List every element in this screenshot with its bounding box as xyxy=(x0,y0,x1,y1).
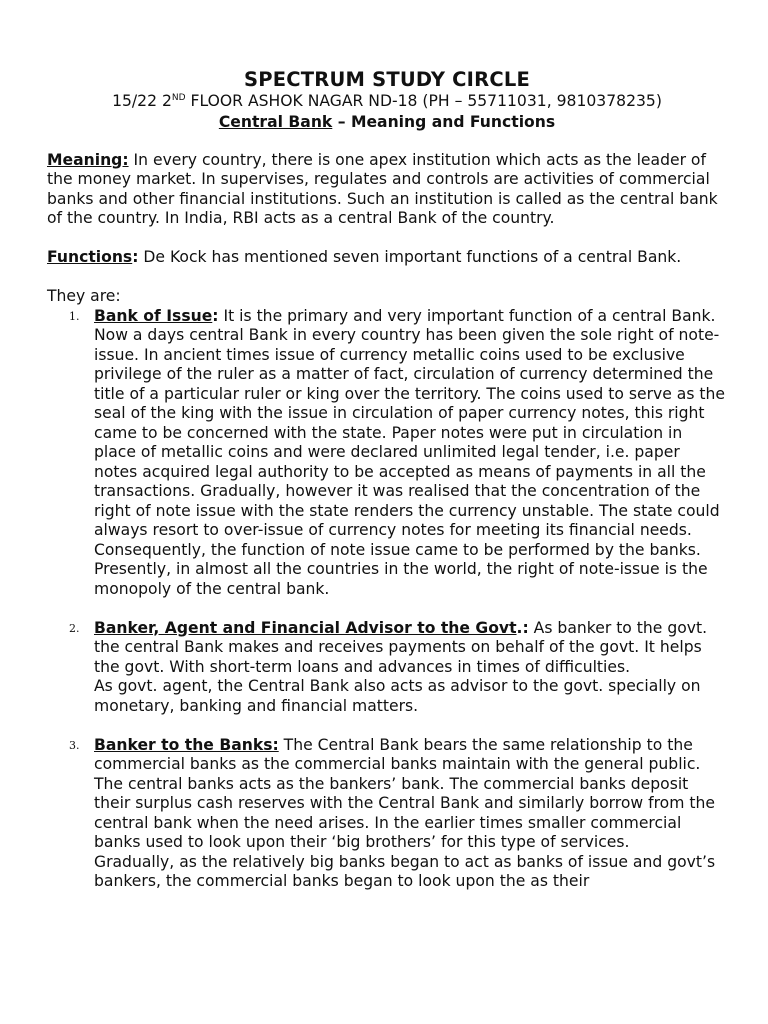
they-are-line: They are: xyxy=(47,287,121,305)
meaning-text: In every country, there is one apex institution which acts as the leader of the money market. In supervises, regulates and controls are activities of commercial banks and other financial institutions. Such an institution is called as the central bank of the country. In India, RBI acts as a central Bank of the country. xyxy=(47,150,718,227)
list-item-paragraph xyxy=(94,619,727,678)
functions-paragraph xyxy=(47,248,727,268)
address-line xyxy=(47,92,727,112)
list-item-heading-suffix: .: xyxy=(516,618,529,637)
list-item-heading: Bank of Issue xyxy=(94,306,213,325)
list-item-heading-suffix: : xyxy=(212,306,219,325)
subtitle-rest: – Meaning and Functions xyxy=(332,112,556,131)
address-prefix: 15/22 2 xyxy=(112,92,172,110)
meaning-label: Meaning: xyxy=(47,150,129,169)
list-item-paragraph-2: As govt. agent, the Central Bank also acts as advisor to the govt. specially on monetary, banking and financial matters. xyxy=(94,677,701,715)
list-item-number: 1. xyxy=(69,309,80,323)
list-item-text: As banker to the govt. the central Bank makes and receives payments on behalf of the govt. It helps the govt. With short-term loans and advances in times of difficulties. xyxy=(94,618,708,676)
functions-text: De Kock has mentioned seven important functions of a central Bank. xyxy=(138,248,682,266)
address-superscript: ND xyxy=(171,93,186,103)
list-item xyxy=(47,619,727,717)
list-item-heading: Banker to the Banks: xyxy=(94,735,279,754)
functions-list xyxy=(47,307,727,892)
address-suffix: FLOOR ASHOK NAGAR ND-18 (PH – 55711031, 9810378235) xyxy=(185,92,662,110)
list-item xyxy=(47,736,727,892)
list-item-paragraph xyxy=(94,736,727,853)
list-item-number: 3. xyxy=(69,738,80,752)
list-item-body xyxy=(94,307,727,600)
document-title: SPECTRUM STUDY CIRCLE xyxy=(243,68,530,91)
list-item-body xyxy=(94,619,727,717)
functions-label: Functions xyxy=(47,248,133,266)
subtitle-underlined: Central Bank xyxy=(218,112,333,131)
list-item-heading: Banker, Agent and Financial Advisor to the Govt xyxy=(94,618,517,637)
list-item-text: It is the primary and very important function of a central Bank. Now a days central Bank in every country has been given the sole right of note-issue. In ancient times issue of currency metallic coins used to be exclusive privilege of the ruler as a matter of fact, circulation of currency determined the title of a particular ruler or king over the territory. The coins used to serve as the seal of the king with the issue in circulation of paper currency notes, this right came to be concerned with the state. Paper notes were put in circulation in place of metallic coins and were declared unlimited legal tender, i.e. paper notes acquired legal authority to be accepted as means of payments in all the transactions. Gradually, however it was realised that the concentration of the right of note issue with the state renders the currency unstable. The state could always resort to over-issue of currency notes for meeting its financial needs. xyxy=(94,306,725,539)
list-item-paragraph-2: Gradually, as the relatively big banks began to act as banks of issue and govt’s bankers, the commercial banks began to look upon the as their xyxy=(94,852,716,890)
functions-colon: : xyxy=(132,248,139,266)
list-item xyxy=(47,307,727,600)
list-item-body xyxy=(94,736,727,892)
document-page xyxy=(47,68,727,892)
list-item-text: The Central Bank bears the same relationship to the commercial banks as the commercial banks maintain with the general public. The central banks acts as the bankers’ bank. The commercial banks deposit their surplus cash reserves with the Central Bank and similarly borrow from the central bank when the need arises. In the earlier times smaller commercial banks used to look upon their ‘big brothers’ for this type of services. xyxy=(94,735,715,851)
list-item-paragraph xyxy=(94,307,727,541)
document-subtitle xyxy=(47,112,727,132)
meaning-paragraph xyxy=(47,151,727,229)
list-item-number: 2. xyxy=(69,621,80,635)
list-item-paragraph-2: Consequently, the function of note issue came to be performed by the banks. Presently, in almost all the countries in the world, the right of note-issue is the monopoly of the central bank. xyxy=(94,540,708,598)
